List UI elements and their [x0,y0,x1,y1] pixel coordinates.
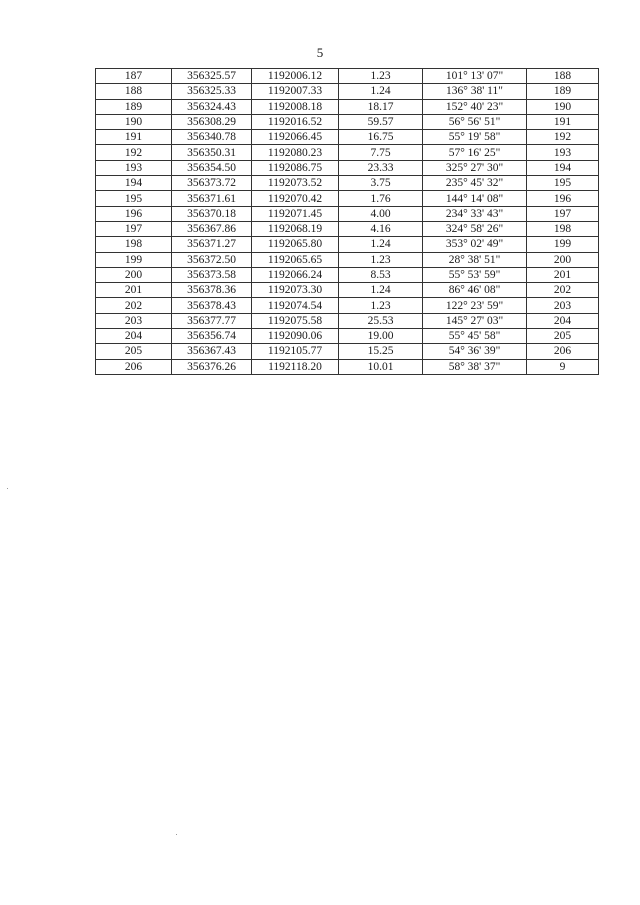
next-point-cell: 192 [527,130,599,145]
distance-cell: 1.24 [339,237,423,252]
y-coordinate-cell: 1192090.06 [252,329,339,344]
point-number-cell: 190 [96,114,172,129]
table-row [96,344,599,359]
x-coordinate-cell: 356378.43 [172,298,252,313]
point-number-cell: 196 [96,206,172,221]
point-number-cell: 187 [96,69,172,84]
distance-cell: 4.00 [339,206,423,221]
bearing-cell: 325° 27' 30" [423,160,527,175]
bearing-cell: 56° 56' 51" [423,114,527,129]
distance-cell: 1.23 [339,298,423,313]
next-point-cell: 205 [527,329,599,344]
x-coordinate-cell: 356371.61 [172,191,252,206]
x-coordinate-cell: 356377.77 [172,313,252,328]
x-coordinate-cell: 356370.18 [172,206,252,221]
y-coordinate-cell: 1192080.23 [252,145,339,160]
x-coordinate-cell: 356372.50 [172,252,252,267]
x-coordinate-cell: 356325.57 [172,69,252,84]
next-point-cell: 206 [527,344,599,359]
x-coordinate-cell: 356325.33 [172,84,252,99]
table-row [96,145,599,160]
table-row [96,267,599,282]
x-coordinate-cell: 356340.78 [172,130,252,145]
y-coordinate-cell: 1192071.45 [252,206,339,221]
y-coordinate-cell: 1192118.20 [252,359,339,374]
distance-cell: 1.24 [339,84,423,99]
bearing-cell: 57° 16' 25" [423,145,527,160]
next-point-cell: 201 [527,267,599,282]
x-coordinate-cell: 356367.43 [172,344,252,359]
y-coordinate-cell: 1192065.80 [252,237,339,252]
x-coordinate-cell: 356378.36 [172,283,252,298]
x-coordinate-cell: 356373.58 [172,267,252,282]
point-number-cell: 191 [96,130,172,145]
table-row [96,252,599,267]
next-point-cell: 189 [527,84,599,99]
distance-cell: 10.01 [339,359,423,374]
table-row [96,206,599,221]
bearing-cell: 54° 36' 39" [423,344,527,359]
point-number-cell: 200 [96,267,172,282]
distance-cell: 8.53 [339,267,423,282]
x-coordinate-cell: 356356.74 [172,329,252,344]
point-number-cell: 192 [96,145,172,160]
y-coordinate-cell: 1192016.52 [252,114,339,129]
bearing-cell: 122° 23' 59" [423,298,527,313]
next-point-cell: 204 [527,313,599,328]
next-point-cell: 200 [527,252,599,267]
point-number-cell: 205 [96,344,172,359]
y-coordinate-cell: 1192105.77 [252,344,339,359]
table-row [96,298,599,313]
table-row [96,359,599,374]
next-point-cell: 195 [527,176,599,191]
point-number-cell: 193 [96,160,172,175]
y-coordinate-cell: 1192065.65 [252,252,339,267]
bearing-cell: 101° 13' 07" [423,69,527,84]
bearing-cell: 353° 02' 49" [423,237,527,252]
distance-cell: 23.33 [339,160,423,175]
scan-speck [176,834,177,835]
distance-cell: 1.24 [339,283,423,298]
table-row [96,114,599,129]
next-point-cell: 190 [527,99,599,114]
distance-cell: 16.75 [339,130,423,145]
point-number-cell: 204 [96,329,172,344]
x-coordinate-cell: 356373.72 [172,176,252,191]
distance-cell: 1.23 [339,252,423,267]
point-number-cell: 194 [96,176,172,191]
distance-cell: 15.25 [339,344,423,359]
table-row [96,160,599,175]
coordinates-table [95,68,599,375]
scan-speck [7,488,8,489]
next-point-cell: 198 [527,221,599,236]
distance-cell: 7.75 [339,145,423,160]
x-coordinate-cell: 356354.50 [172,160,252,175]
distance-cell: 1.23 [339,69,423,84]
bearing-cell: 145° 27' 03" [423,313,527,328]
distance-cell: 3.75 [339,176,423,191]
point-number-cell: 201 [96,283,172,298]
table-row [96,130,599,145]
point-number-cell: 197 [96,221,172,236]
y-coordinate-cell: 1192075.58 [252,313,339,328]
distance-cell: 59.57 [339,114,423,129]
next-point-cell: 196 [527,191,599,206]
bearing-cell: 55° 19' 58" [423,130,527,145]
next-point-cell: 188 [527,69,599,84]
table-row [96,283,599,298]
bearing-cell: 86° 46' 08" [423,283,527,298]
x-coordinate-cell: 356324.43 [172,99,252,114]
next-point-cell: 203 [527,298,599,313]
y-coordinate-cell: 1192007.33 [252,84,339,99]
point-number-cell: 189 [96,99,172,114]
next-point-cell: 202 [527,283,599,298]
coordinates-table-body [96,69,599,375]
distance-cell: 19.00 [339,329,423,344]
bearing-cell: 152° 40' 23" [423,99,527,114]
table-row [96,191,599,206]
y-coordinate-cell: 1192006.12 [252,69,339,84]
table-row [96,176,599,191]
x-coordinate-cell: 356371.27 [172,237,252,252]
x-coordinate-cell: 356367.86 [172,221,252,236]
table-row [96,313,599,328]
y-coordinate-cell: 1192068.19 [252,221,339,236]
x-coordinate-cell: 356376.26 [172,359,252,374]
next-point-cell: 193 [527,145,599,160]
next-point-cell: 194 [527,160,599,175]
table-row [96,69,599,84]
distance-cell: 25.53 [339,313,423,328]
y-coordinate-cell: 1192008.18 [252,99,339,114]
distance-cell: 1.76 [339,191,423,206]
point-number-cell: 202 [96,298,172,313]
bearing-cell: 55° 53' 59" [423,267,527,282]
point-number-cell: 199 [96,252,172,267]
y-coordinate-cell: 1192086.75 [252,160,339,175]
next-point-cell: 191 [527,114,599,129]
bearing-cell: 136° 38' 11" [423,84,527,99]
table-row [96,84,599,99]
bearing-cell: 324° 58' 26" [423,221,527,236]
x-coordinate-cell: 356350.31 [172,145,252,160]
next-point-cell: 9 [527,359,599,374]
table-row [96,329,599,344]
x-coordinate-cell: 356308.29 [172,114,252,129]
bearing-cell: 144° 14' 08" [423,191,527,206]
bearing-cell: 28° 38' 51" [423,252,527,267]
y-coordinate-cell: 1192066.24 [252,267,339,282]
y-coordinate-cell: 1192070.42 [252,191,339,206]
point-number-cell: 206 [96,359,172,374]
table-row [96,99,599,114]
next-point-cell: 197 [527,206,599,221]
y-coordinate-cell: 1192073.30 [252,283,339,298]
distance-cell: 4.16 [339,221,423,236]
next-point-cell: 199 [527,237,599,252]
point-number-cell: 188 [96,84,172,99]
bearing-cell: 58° 38' 37" [423,359,527,374]
bearing-cell: 234° 33' 43" [423,206,527,221]
page-number: 5 [316,45,324,60]
y-coordinate-cell: 1192074.54 [252,298,339,313]
table-row [96,237,599,252]
point-number-cell: 198 [96,237,172,252]
distance-cell: 18.17 [339,99,423,114]
bearing-cell: 235° 45' 32" [423,176,527,191]
point-number-cell: 195 [96,191,172,206]
point-number-cell: 203 [96,313,172,328]
bearing-cell: 55° 45' 58" [423,329,527,344]
y-coordinate-cell: 1192066.45 [252,130,339,145]
table-row [96,221,599,236]
y-coordinate-cell: 1192073.52 [252,176,339,191]
